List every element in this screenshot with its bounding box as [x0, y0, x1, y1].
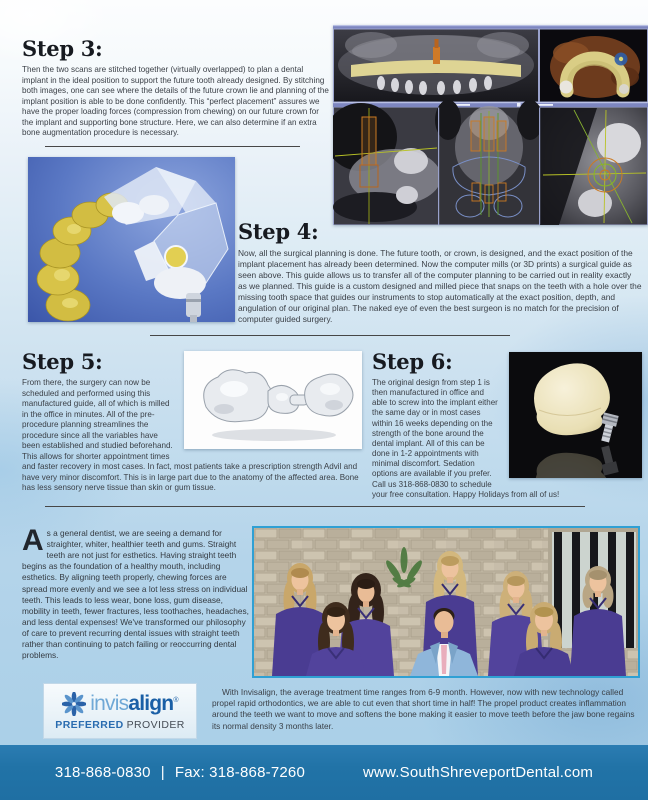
step-3-section: [22, 36, 330, 139]
milled-guide-photo: [184, 351, 362, 449]
step-5-title: Step 5:: [22, 349, 103, 374]
step-4-body: Now, all the surgical planning is done. The future tooth, or crown, is designed, and the exact position of the implant placement has already been determined. Now the computer mills (or 3D prints) a surgical guide as seen above. This guide allows us to transfer all of the computer planning to be carried out in reality exactly as we planned. This guide is a custom designed and milled piece that snaps on the teeth with a hole over the missing tooth space that guides our instruments to stop automatically at the exact position, depth, and angulation of our original plan. The naked eye of even the best surgeon is no match for the precision of computer guided surgery.: [238, 248, 642, 324]
implant-marker: [433, 47, 440, 64]
footer-contact: [55, 764, 305, 781]
invisalign-badge: [43, 683, 197, 739]
invisalign-wordmark: invisalign®: [90, 692, 178, 715]
preferred-provider-label: PREFERRED PROVIDER: [55, 718, 185, 731]
step-4-section: [238, 219, 642, 324]
ct-cross-section-panel-1: [333, 103, 441, 225]
general-dentist-body: As a general dentist, we are seeing a demand for straighter, whiter, healthier teeth and gums. Straight teeth are not just for esthetics. Having straight teeth begins as the foundation of a healthy mouth, including esthetics. By aligning teeth properly, chewing forces are spread more evenly and we see a lot less stress on individual teeth. This leads to less wear, bone loss, gum disease, mobility in teeth, fewer fractures, less toothaches, headaches, and less dental expenses! We've transformed our philosophy of care to prevent recurring dental issues with straight teeth rather than continuing to patch failing or reoccurring dental problems.: [22, 524, 249, 661]
scan-software-screenshot: [333, 25, 648, 225]
website-url: www.SouthShreveportDental.com: [363, 764, 594, 781]
propel-body: With Invisalign, the average treatment time ranges from 6-9 month. However, now with new technology called propel rapid orthodontics, we are able to cut even that short time in half! The propel product creates inflammation around the teeth we want to move and softens the bone making it easier to move teeth before the jaw bone regains its normal density 3 months later.: [212, 687, 635, 731]
crown-image: [509, 352, 642, 478]
step-3-title: Step 3:: [22, 36, 103, 61]
divider-line: [150, 335, 510, 336]
fax-number: Fax: 318-868-7260: [174, 764, 305, 781]
ct-scan-grid-image: [333, 25, 648, 225]
clear-guide-image: [184, 351, 362, 449]
divider-line: [45, 146, 300, 147]
ct-axial-target-panel: [540, 108, 647, 226]
ct-cross-section-panel-2: [435, 100, 543, 225]
registered-mark: ®: [173, 697, 178, 704]
general-dentist-section: [22, 524, 252, 661]
phone-number: 318-868-0830: [54, 764, 151, 781]
step-5-body: From there, the surgery can now be scheduled and performed using this manufactured guide, all of which is milled in the office in minutes. All of the pre-procedure planning streamlines the procedure since all the variables have been established and studied beforehand. This allows for shorter appointment times and faster recovery in most cases. In fact, most patients take a prescription strength Advil and have very minor discomfort. This is in large part due to the anatomy of the affected area. Bone has less sensory nerve tissue than skin or gum tissue.: [22, 378, 359, 493]
crown-photo: [509, 352, 642, 478]
footer-bar: [0, 745, 648, 800]
propel-section: [212, 687, 642, 732]
step-6-title: Step 6:: [372, 349, 453, 374]
team-photo: [252, 526, 640, 678]
step-6-body: The original design from step 1 is then manufactured in office and able to screw into the implant either the same day or in most cases within 16 weeks depending on the strength of the bone around the dental implant. All of this can be done in 1-2 appointments with minimal discomfort. Sedation options are available if you prefer. Call us 318-868-0830 to schedule your free consultation. Happy Holidays from all of us!: [372, 378, 560, 499]
team-photo-image: [254, 528, 638, 676]
cad-render-image: [28, 157, 235, 322]
surgical-guide-cad-image: [28, 157, 235, 322]
divider-line: [45, 506, 585, 507]
drop-cap: A: [22, 524, 44, 557]
step-3-body: Then the two scans are stitched together (virtually overlapped) to plan a dental implant in the ideal position to support the future tooth already designed. By stitching both images, one can see where the details of the future crown lie and planning of the implant position is able to be done confidently. This “perfect placement” assures we have the proper loading forces (compression from chewing) on our future crown for the implant and supporting bone structure. Here, we can also determine if an extra bone augmentation procedure is necessary.: [22, 65, 329, 138]
step-6-section: [372, 349, 642, 500]
invisalign-flower-icon: [62, 692, 86, 716]
step-5-section: [22, 349, 362, 494]
step-4-title: Step 4:: [238, 219, 319, 244]
arch-scan-panel: [540, 30, 647, 102]
panoramic-xray-panel: [334, 30, 538, 102]
footer-separator: |: [160, 764, 165, 781]
